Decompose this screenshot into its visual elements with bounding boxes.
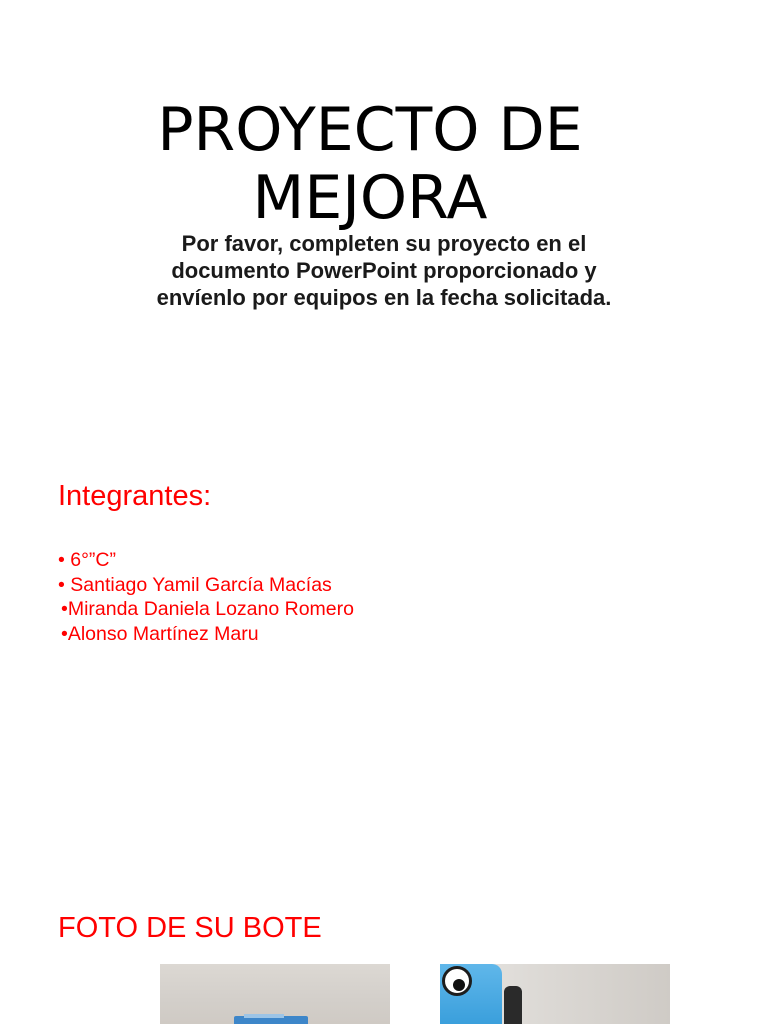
dark-object-shape — [504, 986, 522, 1024]
member-item: • 6°”C” — [58, 549, 116, 571]
instructions-line-3: envíenlo por equipos en la fecha solicitada. — [156, 285, 612, 310]
member-item: • Santiago Yamil García Macías — [58, 573, 332, 596]
label-shape — [244, 1014, 284, 1018]
instructions-text — [100, 230, 668, 311]
members-heading: Integrantes: — [58, 480, 212, 512]
boat-photo-2 — [440, 964, 670, 1024]
instructions-line-1: Por favor, completen su proyecto en el — [181, 231, 587, 256]
page-title — [0, 96, 740, 232]
member-item: •Alonso Martínez Maru — [61, 622, 259, 645]
photo-heading: FOTO DE SU BOTE — [58, 912, 322, 944]
title-line-2: MEJORA — [252, 163, 488, 234]
member-item: •Miranda Daniela Lozano Romero — [61, 598, 354, 620]
members-list — [58, 548, 354, 646]
title-line-1: PROYECTO DE — [157, 95, 583, 166]
boat-photo-1 — [160, 964, 390, 1024]
instructions-line-2: documento PowerPoint proporcionado y — [171, 258, 597, 283]
eye-decoration-icon — [442, 966, 472, 996]
pupil-shape — [453, 979, 465, 991]
